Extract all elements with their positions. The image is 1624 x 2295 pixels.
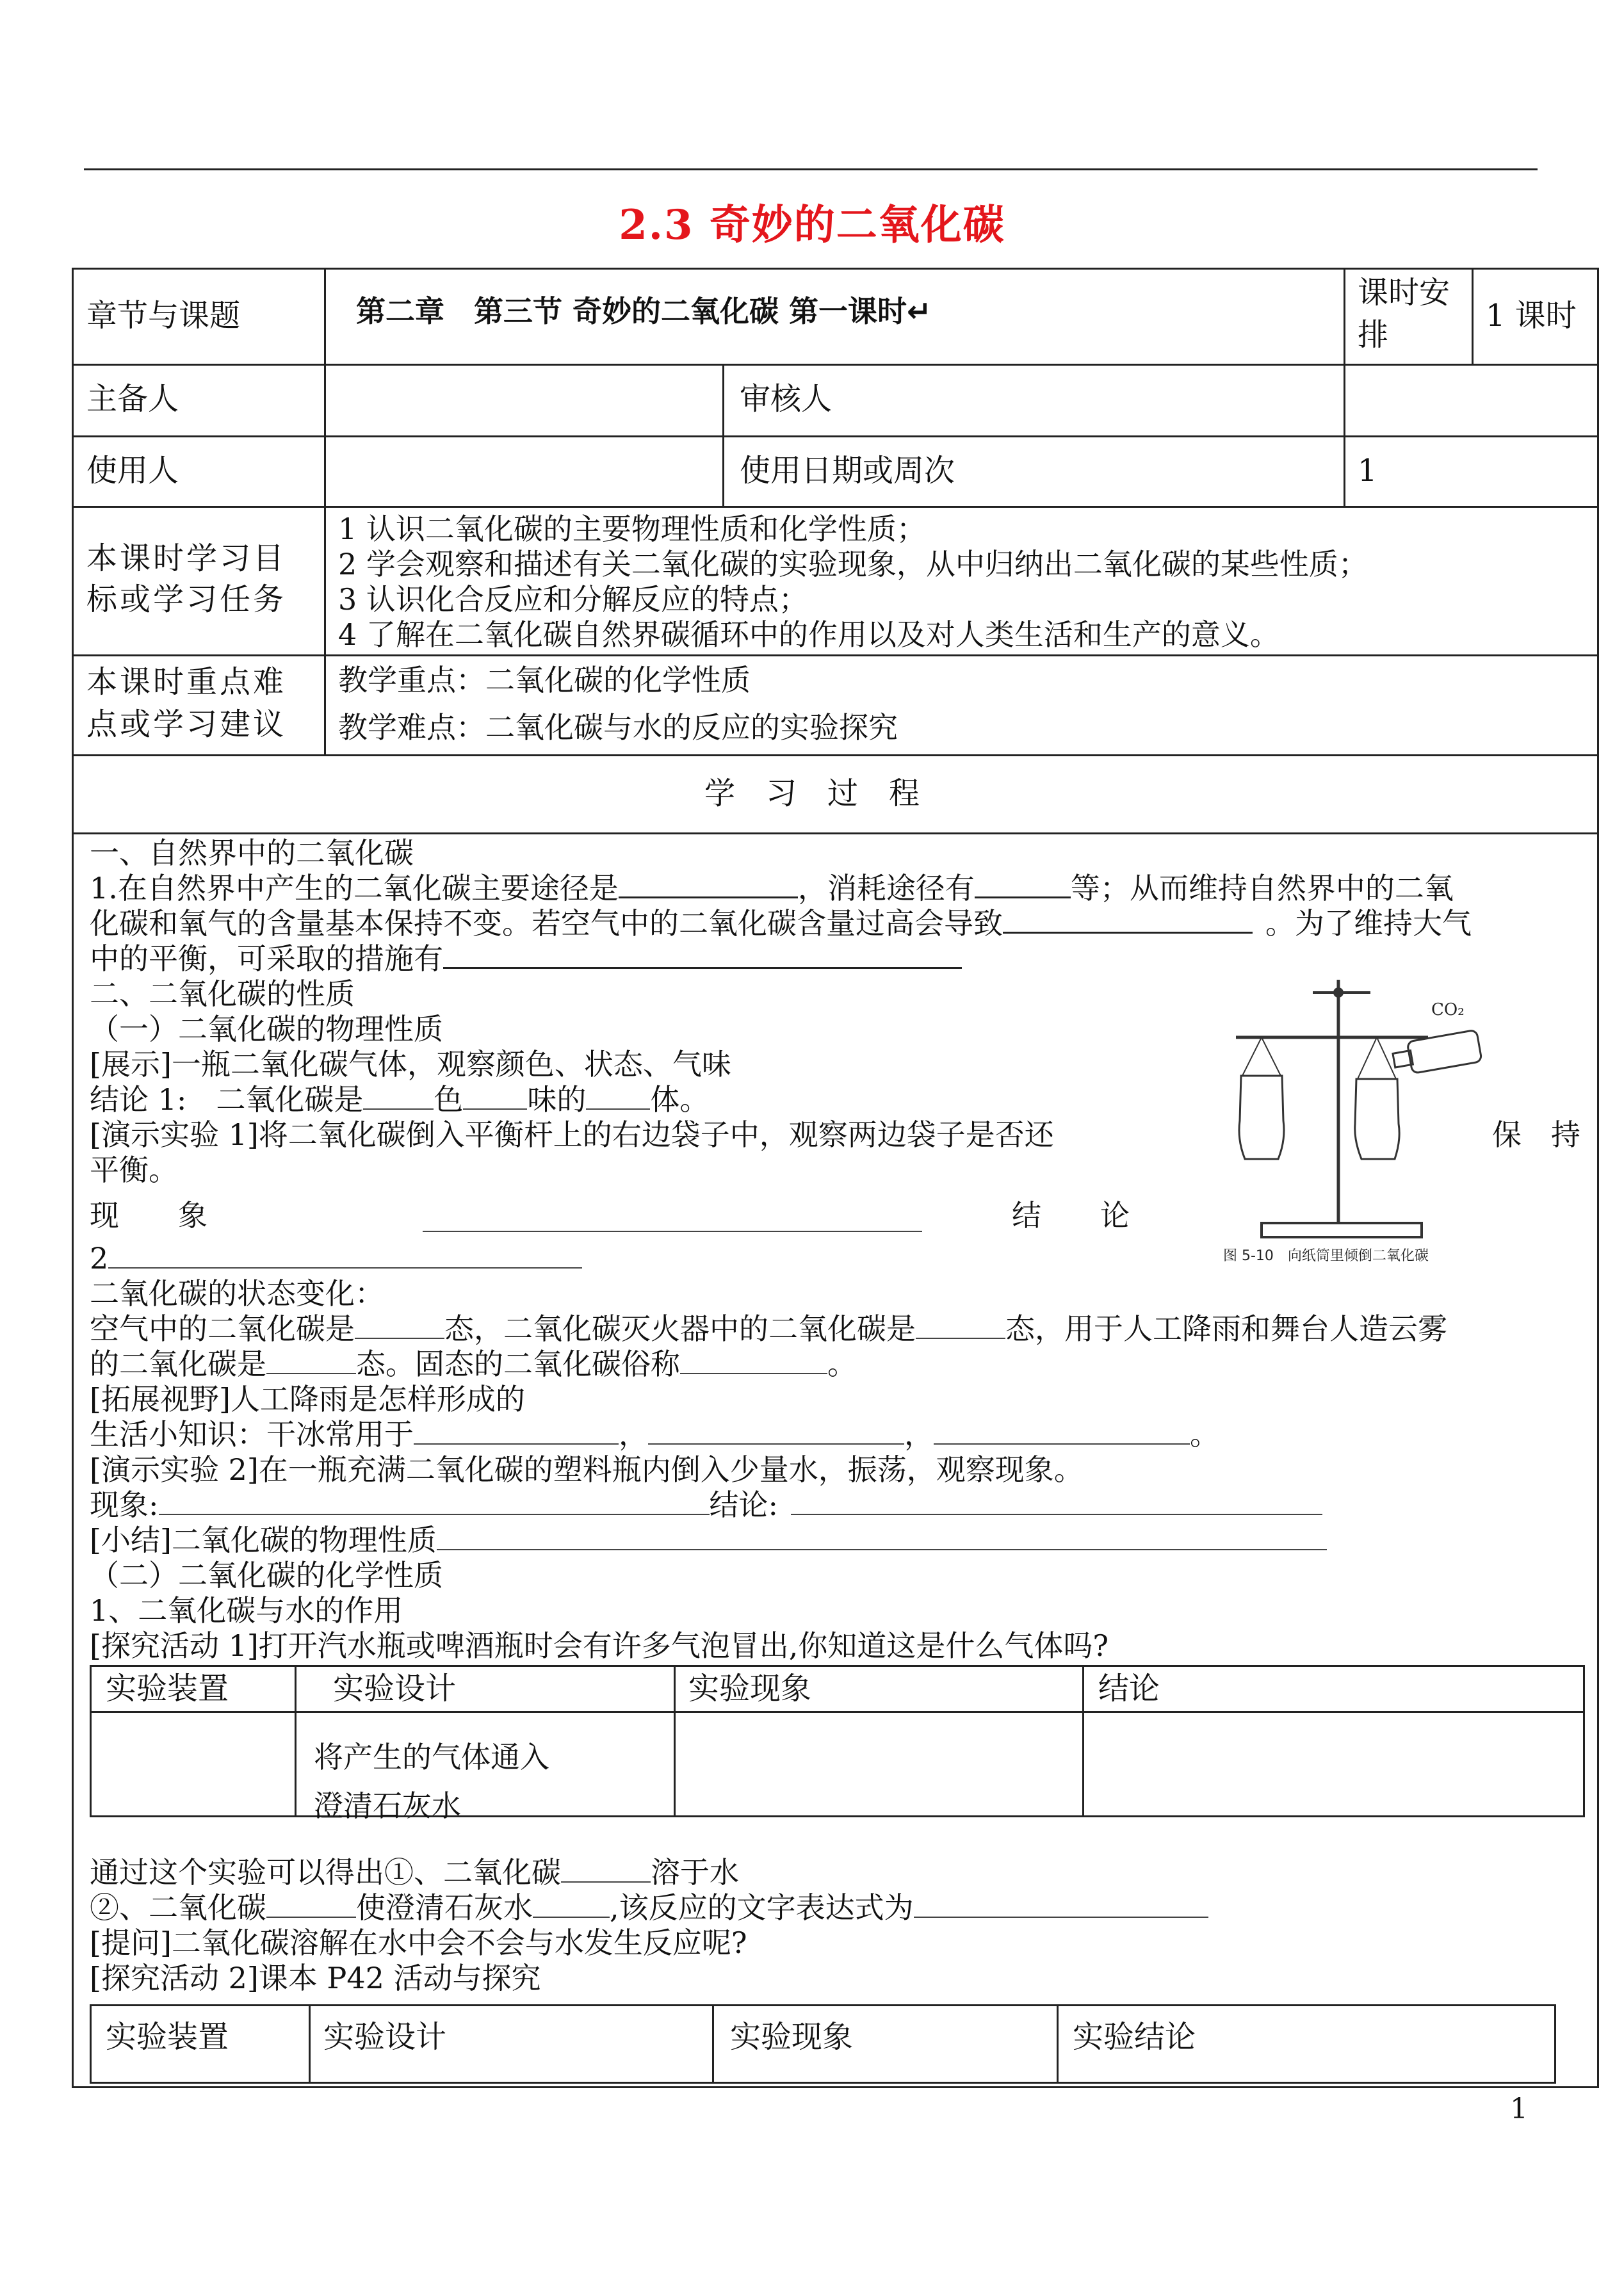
text-line: [小结]二氧化碳的物理性质 (90, 1521, 1327, 1559)
text-line: 通过这个实验可以得出①、二氧化碳 溶于水 (90, 1855, 739, 1890)
balance-figure (1217, 967, 1498, 1261)
fill-blank[interactable] (363, 1082, 434, 1110)
text-line: [探究活动 1]打开汽水瓶或啤酒瓶时会有许多气泡冒出,你知道这是什么气体吗? (90, 1628, 1109, 1663)
text-line: 的二氧化碳是 态。固态的二氧化碳俗称 。 (90, 1347, 857, 1381)
fill-blank[interactable] (266, 1890, 356, 1918)
text-line: 现 象 (90, 1198, 207, 1233)
date-label: 使用日期或周次 (740, 453, 955, 489)
fill-blank[interactable] (914, 1890, 1208, 1918)
table2-header: 实验结论 (1073, 2019, 1196, 2055)
reviewer-label: 审核人 (740, 381, 832, 417)
col-divider (674, 1665, 676, 1817)
table1-header: 实验设计 (333, 1671, 457, 1707)
goal-item: 4 了解在二氧化碳自然界碳循环中的作用以及对人类生活和生产的意义。 (338, 617, 1279, 652)
section-heading: 一、自然界中的二氧化碳 (90, 836, 414, 870)
row-divider (72, 435, 1599, 437)
col-divider (1472, 268, 1474, 364)
section-heading: 二、二氧化碳的性质 (90, 977, 355, 1011)
fill-blank[interactable] (355, 1311, 444, 1339)
fill-blank[interactable] (1003, 905, 1253, 934)
focus-item: 教学难点：二氧化碳与水的反应的实验探究 (338, 710, 898, 745)
top-rule (84, 168, 1538, 170)
fill-blank[interactable] (437, 1522, 1327, 1550)
focus-label: 本课时重点难点或学习建议 (86, 664, 287, 742)
figure-caption: 图 5-10 向纸筒里倾倒二氧化碳 (1223, 1248, 1429, 1261)
balance-illustration (1217, 967, 1498, 1261)
subsection-heading: （一）二氧化碳的物理性质 (90, 1012, 443, 1046)
text-line: 结论 1: 二氧化碳是 色 味的 体。 (90, 1082, 710, 1117)
text-line: 1、二氧化碳与水的作用 (90, 1593, 403, 1628)
fill-blank[interactable] (648, 1416, 904, 1445)
text-line: 2 (90, 1239, 582, 1277)
row-divider (90, 1711, 1585, 1713)
fill-blank[interactable] (533, 1890, 610, 1918)
fill-blank[interactable] (414, 1416, 619, 1445)
goals-label: 本课时学习目标或学习任务 (86, 540, 287, 617)
goal-item: 3 认识化合反应和分解反应的特点； (338, 582, 808, 617)
col-divider (722, 364, 724, 506)
text-line: [提问]二氧化碳溶解在水中会不会与水发生反应呢? (90, 1926, 747, 1960)
text-line: 中的平衡，可采取的措施有 (90, 939, 962, 978)
table2-header: 实验设计 (323, 2019, 447, 2055)
text-line: 1.在自然界中产生的二氧化碳主要途径是 ，消耗途径有 等；从而维持自然界中的二氧 (90, 871, 1454, 905)
fill-blank[interactable] (586, 1082, 650, 1110)
text-line: 化碳和氧气的含量基本保持不变。若空气中的二氧化碳含量过高会导致 。为了维持大气 (90, 906, 1472, 941)
text-line: ②、二氧化碳 使澄清石灰水 ,该反应的文字表达式为 (90, 1888, 1208, 1927)
col-divider (309, 2004, 311, 2084)
row-divider (72, 654, 1599, 656)
table1-header: 实验现象 (688, 1671, 812, 1707)
fill-blank[interactable] (680, 1346, 827, 1374)
text-line: 空气中的二氧化碳是 态，二氧化碳灭火器中的二氧化碳是 态，用于人工降雨和舞台人造云雾 (90, 1311, 1447, 1346)
hours-value: 1 课时 (1486, 298, 1577, 334)
text-line: [演示实验 1]将二氧化碳倒入平衡杆上的右边袋子中，观察两边袋子是否还 (90, 1117, 1054, 1152)
text-line: 二氧化碳的状态变化： (90, 1276, 384, 1311)
chapter-value: 第二章 第三节 奇妙的二氧化碳 第一课时↵ (356, 294, 932, 328)
col-divider (324, 268, 326, 754)
fill-blank[interactable] (266, 1346, 356, 1374)
fill-blank[interactable] (934, 1416, 1190, 1445)
preparer-label: 主备人 (86, 381, 179, 417)
text-line: [展示]一瓶二氧化碳气体，观察颜色、状态、气味 (90, 1047, 731, 1082)
text-line: [拓展视野]人工降雨是怎样形成的 (90, 1382, 525, 1416)
col-divider (1082, 1665, 1084, 1817)
text-line: 保 持 (1492, 1117, 1580, 1152)
text-line: [探究活动 2]课本 P42 活动与探究 (90, 1961, 541, 1995)
page-title: 2.3 奇妙的二氧化碳 (619, 201, 1005, 249)
hours-label: 课时安排 (1358, 275, 1450, 353)
table1-header: 实验装置 (106, 1671, 229, 1707)
fill-blank[interactable] (463, 1082, 527, 1110)
goal-item: 1 认识二氧化碳的主要物理性质和化学性质； (338, 512, 926, 546)
col-divider (712, 2004, 714, 2084)
table2-header: 实验装置 (106, 2019, 229, 2055)
col-divider (1344, 268, 1345, 506)
fill-blank[interactable] (791, 1487, 1322, 1515)
fill-blank[interactable] (108, 1240, 582, 1269)
text-line: 平衡。 (90, 1153, 178, 1187)
fill-blank[interactable] (423, 1231, 922, 1232)
page-number: 1 (1510, 2093, 1528, 2125)
fill-blank[interactable] (975, 870, 1071, 898)
col-divider (1057, 2004, 1059, 2084)
user-label: 使用人 (86, 453, 179, 489)
col-divider (295, 1665, 296, 1817)
text-line: 现象: 结论: (90, 1486, 1322, 1524)
text-line: [演示实验 2]在一瓶充满二氧化碳的塑料瓶内倒入少量水，振荡，观察现象。 (90, 1452, 1084, 1487)
date-value: 1 (1358, 453, 1377, 489)
fill-blank[interactable] (619, 870, 798, 898)
table1-cell: 将产生的气体通入 (314, 1740, 549, 1774)
row-divider (72, 364, 1599, 366)
row-divider (72, 506, 1599, 508)
table1-cell: 澄清石灰水 (314, 1788, 461, 1823)
text-line: 结 论 (1012, 1198, 1130, 1233)
fill-blank[interactable] (159, 1487, 710, 1515)
fill-blank[interactable] (443, 940, 962, 969)
text-line: 生活小知识：干冰常用于 ， ， 。 (90, 1417, 1219, 1452)
fill-blank[interactable] (916, 1311, 1005, 1339)
table1-header: 结论 (1098, 1671, 1160, 1707)
fill-blank[interactable] (561, 1854, 651, 1883)
subsection-heading: （二）二氧化碳的化学性质 (90, 1558, 443, 1593)
process-heading: 学 习 过 程 (704, 775, 920, 811)
co2-label: CO₂ (1431, 1000, 1465, 1019)
goal-item: 2 学会观察和描述有关二氧化碳的实验现象，从中归纳出二氧化碳的某些性质； (338, 547, 1368, 581)
table2-header: 实验现象 (730, 2019, 854, 2055)
row-divider (72, 754, 1599, 756)
chapter-label: 章节与课题 (86, 298, 241, 334)
focus-item: 教学重点：二氧化碳的化学性质 (338, 663, 751, 697)
